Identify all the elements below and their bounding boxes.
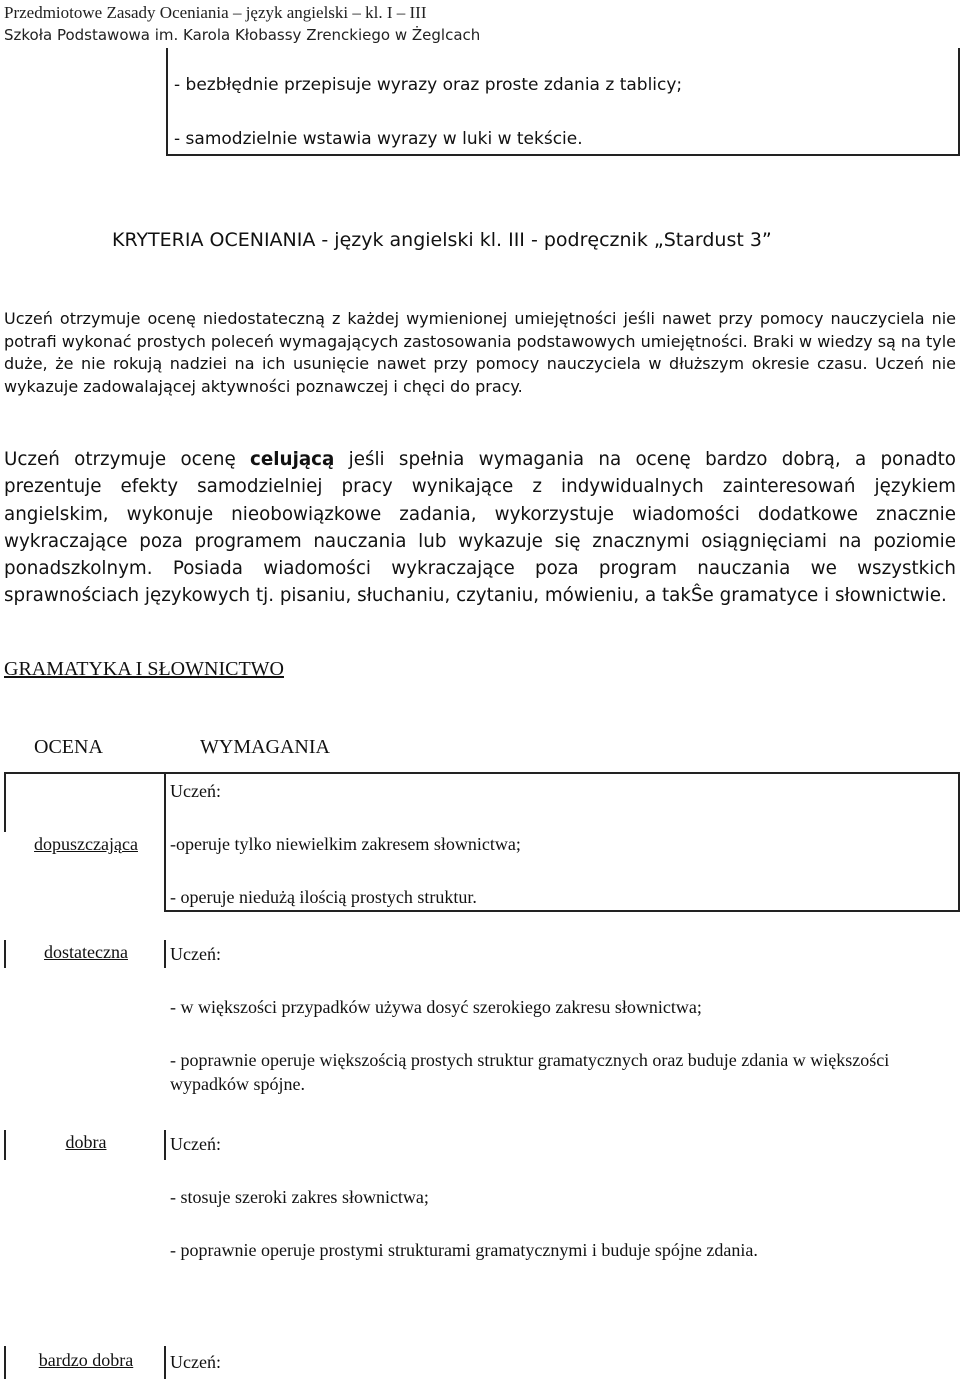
excellent-grade-word: celującą: [250, 449, 335, 470]
document-header: [4, 2, 480, 46]
section-title: KRYTERIA OCENIANIA - język angielski kl. III - podręcznik „Stardust 3”: [112, 229, 772, 251]
header-line-1: Przedmiotowe Zasady Oceniania – język angielski – kl. I – III: [4, 3, 427, 22]
dostateczna-intro: Uczeń:: [170, 944, 221, 964]
header-line-2: Szkoła Podstawowa im. Karola Kłobassy Zrenckiego w Żeglcach: [4, 26, 481, 44]
dobra-intro: Uczeń:: [170, 1134, 221, 1154]
dopuszczajaca-item-2: - operuje niedużą ilością prostych struktur.: [170, 887, 477, 907]
dostateczna-item-1: - w większości przypadków używa dosyć szerokiego zakresu słownictwa;: [170, 997, 702, 1017]
prev-item-2: - samodzielnie wstawia wyrazy w luki w tekście.: [174, 129, 583, 149]
dobra-item-1: - stosuje szeroki zakres słownictwa;: [170, 1187, 429, 1207]
excellent-text-after: jeśli spełnia wymagania na ocenę bardzo dobrą, a ponadto prezentuje efekty samodzielniej pracy wynikające z indywidualnych zainteresowań językiem angielskim, wykonuje nieobowiązkowe zadania, wykorzystuje wiadomości dodatkowe znacznie wykraczające poza programem nauczania lub wykazuje się znacznymi osiągnięciami na poziomie ponadszkolnym. Posiada wiadomości wykraczające poza program nauczania we wszystkich sprawnościach językowych tj. pisaniu, słuchaniu, czytaniu, mówieniu, a takŜe gramatyce i słownictwie.: [4, 449, 956, 607]
bardzo-dobra-intro: Uczeń:: [170, 1352, 221, 1372]
insufficient-grade-paragraph: Uczeń otrzymuje ocenę niedostateczną z każdej wymienionej umiejętności jeśli nawet przy pomocy nauczyciela nie potrafi wykonać prostych poleceń wymagających zastosowania podstawowych umiejętności. Braki w wiedzy są na tyle duże, że nie rokują nadziei na ich usunięcie nawet przy pomocy nauczyciela w dłuższym okresie czasu. Uczeń nie wykazuje zadowalającej aktywności poznawczej i chęci do pracy.: [4, 309, 956, 396]
dopuszczajaca-item-1: -operuje tylko niewielkim zakresem słownictwa;: [170, 834, 521, 854]
prev-item-1: - bezbłędnie przepisuje wyrazy oraz proste zdania z tablicy;: [174, 75, 683, 95]
table-column-divider-3: [164, 1130, 166, 1160]
dostateczna-item-2: - poprawnie operuje większością prostych struktur gramatycznych oraz buduje zdania w większości wypadków spójne.: [170, 1050, 890, 1094]
grade-dobra: dobra: [65, 1132, 107, 1152]
table-left-border-4: [4, 1346, 6, 1379]
excellent-text-before: Uczeń otrzymuje ocenę: [4, 449, 251, 470]
excellent-grade-paragraph: [4, 446, 956, 610]
grade-bardzo-dobra: bardzo dobra: [38, 1350, 134, 1370]
table-column-divider-1: [164, 772, 166, 912]
subsection-title: GRAMATYKA I SŁOWNICTWO: [4, 658, 284, 680]
table-left-border-3: [4, 1130, 6, 1160]
table-left-border-2: [4, 940, 6, 968]
table-left-border-1: [4, 772, 6, 832]
table-column-divider-4: [164, 1346, 166, 1379]
column-header-grade: OCENA: [34, 736, 103, 758]
dobra-item-2: - poprawnie operuje prostymi strukturami gramatycznymi i buduje spójne zdania.: [170, 1240, 758, 1260]
column-header-requirements: WYMAGANIA: [200, 736, 330, 758]
table-column-divider-2: [164, 940, 166, 968]
grade-dopuszczajaca: dopuszczająca: [34, 834, 138, 854]
table-row-divider-1: [164, 910, 960, 912]
table-top-border: [4, 772, 960, 774]
dopuszczajaca-intro: Uczeń:: [170, 781, 221, 801]
grade-dostateczna: dostateczna: [44, 942, 128, 962]
